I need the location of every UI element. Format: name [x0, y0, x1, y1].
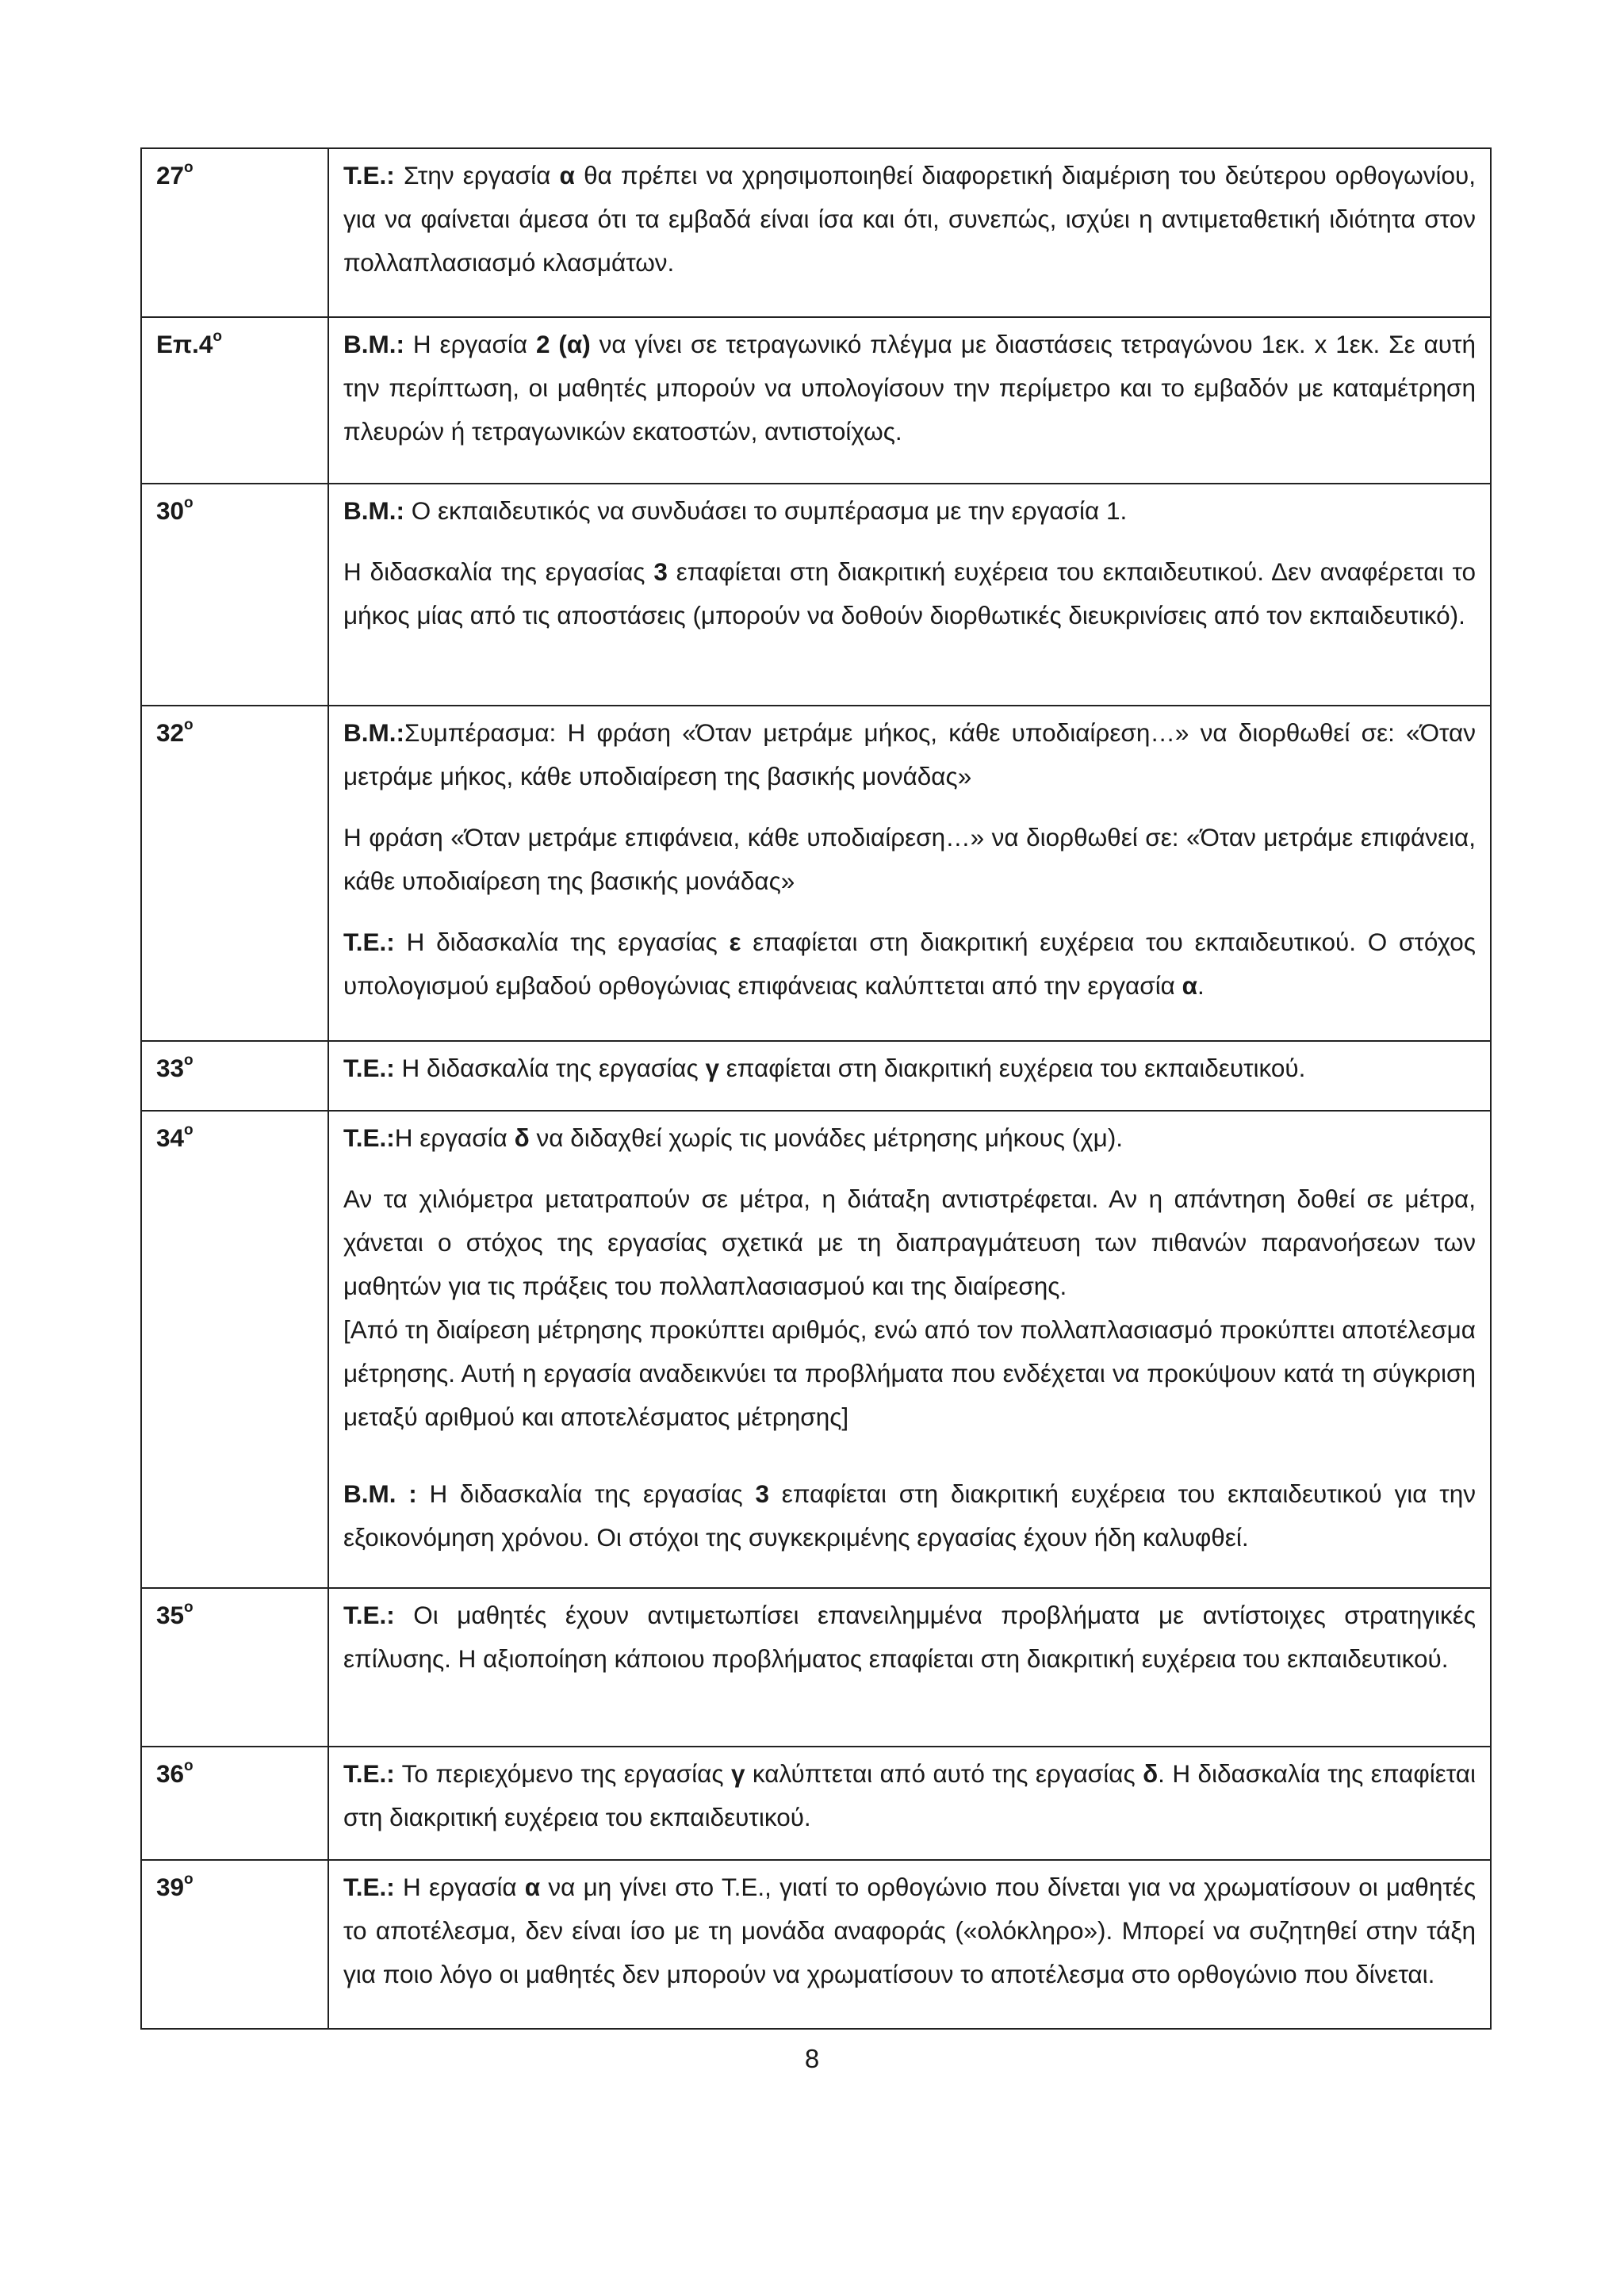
text-run: Η διδασκαλία της εργασίας — [394, 928, 730, 956]
lesson-number-sup: ο — [184, 717, 193, 733]
text-run: να γίνει σε τετραγωνικό πλέγμα με διαστάσεις τετραγώνου 1εκ. x 1εκ. Σε αυτή την περίπτωση, οι μαθητές μπορούν να υπολογίσουν την περίμετρο και το εμβαδόν με καταμέτρηση πλευρών ή τετραγωνικών εκατοστών, αντιστοίχως. — [343, 330, 1476, 446]
text-run: Στην εργασία — [394, 161, 560, 189]
lesson-number-cell — [141, 1111, 328, 1588]
table-row — [141, 484, 1491, 706]
lesson-number-cell — [141, 484, 328, 706]
note-paragraph — [343, 1308, 1476, 1439]
note-paragraph — [343, 323, 1476, 453]
lesson-number-sup: ο — [184, 1052, 193, 1069]
text-run: Η εργασία — [394, 1873, 525, 1901]
lesson-number-cell — [141, 317, 328, 484]
text-run: . — [1197, 971, 1205, 1000]
note-paragraph — [343, 154, 1476, 285]
bold-text: 2 (α) — [536, 330, 591, 358]
bold-text: ε — [729, 928, 741, 956]
bold-text: Τ.Ε.: — [343, 1601, 395, 1629]
note-paragraph — [343, 816, 1476, 903]
lesson-number: 34 — [156, 1123, 185, 1152]
lesson-number-cell — [141, 1860, 328, 2029]
bold-text: 3 — [653, 557, 668, 586]
bold-text: Τ.Ε.: — [343, 1123, 395, 1152]
text-run: [Από τη διαίρεση μέτρησης προκύπτει αριθμός, ενώ από τον πολλαπλασιασμό προκύπτει αποτέλεσμα μέτρησης. Αυτή η εργασία αναδεικνύει τα προβλήματα που ενδέχεται να προκύψουν κατά τη σύγκριση μεταξύ αριθμού και αποτελέσματος μέτρησης] — [343, 1315, 1476, 1431]
bold-text: Τ.Ε.: — [343, 1759, 395, 1788]
text-run: Η φράση «Όταν μετράμε επιφάνεια, κάθε υποδιαίρεση…» να διορθωθεί σε: «Όταν μετράμε επιφάνεια, κάθε υποδιαίρεση της βασικής μονάδας» — [343, 823, 1476, 895]
note-paragraph — [343, 1594, 1476, 1681]
bold-text: γ — [730, 1759, 745, 1788]
lesson-number-cell — [141, 706, 328, 1041]
bold-text: δ — [514, 1123, 530, 1152]
lesson-note-cell — [328, 706, 1491, 1041]
bold-text: Τ.Ε.: — [343, 928, 395, 956]
table-row — [141, 1588, 1491, 1747]
table-row — [141, 706, 1491, 1041]
lesson-number: 30 — [156, 496, 185, 525]
lesson-number-sup: ο — [184, 495, 193, 511]
lesson-number-sup: ο — [184, 159, 193, 176]
text-run: καλύπτεται από αυτό της εργασίας — [745, 1759, 1143, 1788]
table-row — [141, 1111, 1491, 1588]
bold-text: Β.Μ.: — [343, 330, 404, 358]
lesson-number-cell — [141, 1747, 328, 1860]
lesson-note-cell — [328, 1111, 1491, 1588]
bold-text: Τ.Ε.: — [343, 1054, 395, 1082]
note-paragraph — [343, 1116, 1476, 1160]
bold-text: Τ.Ε.: — [343, 1873, 395, 1901]
table-row — [141, 317, 1491, 484]
text-run: να μη γίνει στο Τ.Ε., γιατί το ορθογώνιο που δίνεται για να χρωματίσουν οι μαθητές το αποτέλεσμα, δεν είναι ίσο με τη μονάδα αναφοράς («ολόκληρο»). Μπορεί να συζητηθεί στην τάξη για ποιο λόγο οι μαθητές δεν μπορούν να χρωματίσουν το αποτέλεσμα στο ορθογώνιο που δίνεται. — [343, 1873, 1477, 1988]
note-paragraph — [343, 550, 1476, 637]
text-run: Οι μαθητές έχουν αντιμετωπίσει επανειλημμένα προβλήματα με αντίστοιχες στρατηγικές επίλυσης. Η αξιοποίηση κάποιου προβλήματος επαφίεται στη διακριτική ευχέρεια του εκπαιδευτικού. — [343, 1601, 1476, 1673]
bold-text: Β.Μ.: — [343, 718, 404, 747]
text-run: Συμπέρασμα: Η φράση «Όταν μετράμε μήκος, κάθε υποδιαίρεση…» να διορθωθεί σε: «Όταν μετράμε μήκος, κάθε υποδιαίρεση της βασικής μονάδας» — [343, 718, 1476, 790]
text-run: Αν τα χιλιόμετρα μετατραπούν σε μέτρα, η διάταξη αντιστρέφεται. Αν η απάντηση δοθεί σε μέτρα, χάνεται ο στόχος της εργασίας σχετικά με τη διαπραγμάτευση των πιθανών παρανοήσεων των μαθητών για τις πράξεις του πολλαπλασιασμού και της διαίρεσης. — [343, 1184, 1476, 1300]
lesson-number: 27 — [156, 161, 185, 189]
lesson-number-sup: ο — [184, 1122, 193, 1138]
note-paragraph — [343, 489, 1476, 533]
text-run: Η διδασκαλία της εργασίας — [394, 1054, 706, 1082]
bold-text: Τ.Ε.: — [343, 161, 395, 189]
lesson-number-sup: ο — [213, 328, 223, 345]
note-paragraph — [343, 1866, 1476, 1996]
lesson-number: 36 — [156, 1759, 185, 1788]
lesson-note-cell — [328, 317, 1491, 484]
lesson-notes-table — [140, 147, 1492, 2030]
text-run: επαφίεται στη διακριτική ευχέρεια του εκπαιδευτικού. — [719, 1054, 1306, 1082]
lesson-number-sup: ο — [184, 1871, 193, 1888]
page-number: 8 — [804, 2044, 820, 2073]
bold-text: 3 — [755, 1479, 770, 1508]
table-row — [141, 148, 1491, 317]
text-run: Ο εκπαιδευτικός να συνδυάσει το συμπέρασμα με την εργασία 1. — [404, 496, 1128, 525]
lesson-note-cell — [328, 1747, 1491, 1860]
lesson-number: Επ.4 — [156, 330, 213, 358]
note-paragraph — [343, 1177, 1476, 1308]
note-paragraph — [343, 920, 1476, 1008]
bold-text: α — [524, 1873, 541, 1901]
lesson-note-cell — [328, 1588, 1491, 1747]
lesson-number-cell — [141, 1041, 328, 1111]
lesson-note-cell — [328, 148, 1491, 317]
bold-text: γ — [705, 1054, 719, 1082]
text-run: να διδαχθεί χωρίς τις μονάδες μέτρησης μήκους (χμ). — [529, 1123, 1124, 1152]
table-row — [141, 1041, 1491, 1111]
bold-text: α — [1182, 971, 1198, 1000]
lesson-number-cell — [141, 1588, 328, 1747]
bold-text: Β.Μ. : — [343, 1479, 417, 1508]
text-run: Η διδασκαλία της εργασίας — [416, 1479, 756, 1508]
lesson-note-cell — [328, 1860, 1491, 2029]
text-run: Η εργασία — [404, 330, 536, 358]
text-run: Η διδασκαλία της εργασίας — [343, 557, 654, 586]
lesson-number-cell — [141, 148, 328, 317]
lesson-number: 39 — [156, 1873, 185, 1901]
table-body — [141, 148, 1491, 2029]
bold-text: α — [559, 161, 575, 189]
lesson-note-cell — [328, 1041, 1491, 1111]
table-row — [141, 1860, 1491, 2029]
lesson-number-sup: ο — [184, 1758, 193, 1774]
bold-text: δ — [1143, 1759, 1159, 1788]
note-paragraph — [343, 1472, 1476, 1559]
note-paragraph — [343, 1752, 1476, 1839]
table-row — [141, 1747, 1491, 1860]
lesson-number: 33 — [156, 1054, 185, 1082]
text-run: επαφίεται στη διακριτική ευχέρεια του εκπαιδευτικού για την εξοικονόμηση χρόνου. Οι στόχοι της συγκεκριμένης εργασίας έχουν ήδη καλυφθεί. — [343, 1479, 1476, 1552]
note-paragraph — [343, 1047, 1476, 1090]
text-run: . Η διδασκαλία της επαφίεται στη διακριτική ευχέρεια του εκπαιδευτικού. — [343, 1759, 1476, 1831]
lesson-number: 35 — [156, 1601, 185, 1629]
lesson-number-sup: ο — [184, 1599, 193, 1616]
lesson-number: 32 — [156, 718, 185, 747]
text-run: επαφίεται στη διακριτική ευχέρεια του εκπαιδευτικού. Δεν αναφέρεται το μήκος μίας από τις αποστάσεις (μπορούν να δοθούν διορθωτικές διευκρινίσεις από τον εκπαιδευτικό). — [343, 557, 1476, 629]
note-paragraph — [343, 711, 1476, 798]
text-run: Η εργασία — [394, 1123, 515, 1152]
text-run: θα πρέπει να χρησιμοποιηθεί διαφορετική διαμέριση του δεύτερου ορθογωνίου, για να φαίνεται άμεσα ότι τα εμβαδά είναι ίσα και ότι, συνεπώς, ισχύει η αντιμεταθετική ιδιότητα στον πολλαπλασιασμό κλασμάτων. — [343, 161, 1476, 277]
text-run: Το περιεχόμενο της εργασίας — [394, 1759, 731, 1788]
bold-text: Β.Μ.: — [343, 496, 404, 525]
text-run: επαφίεται στη διακριτική ευχέρεια του εκπαιδευτικού. Ο στόχος υπολογισμού εμβαδού ορθογώνιας επιφάνειας καλύπτεται από την εργασία — [343, 928, 1476, 1000]
lesson-note-cell — [328, 484, 1491, 706]
